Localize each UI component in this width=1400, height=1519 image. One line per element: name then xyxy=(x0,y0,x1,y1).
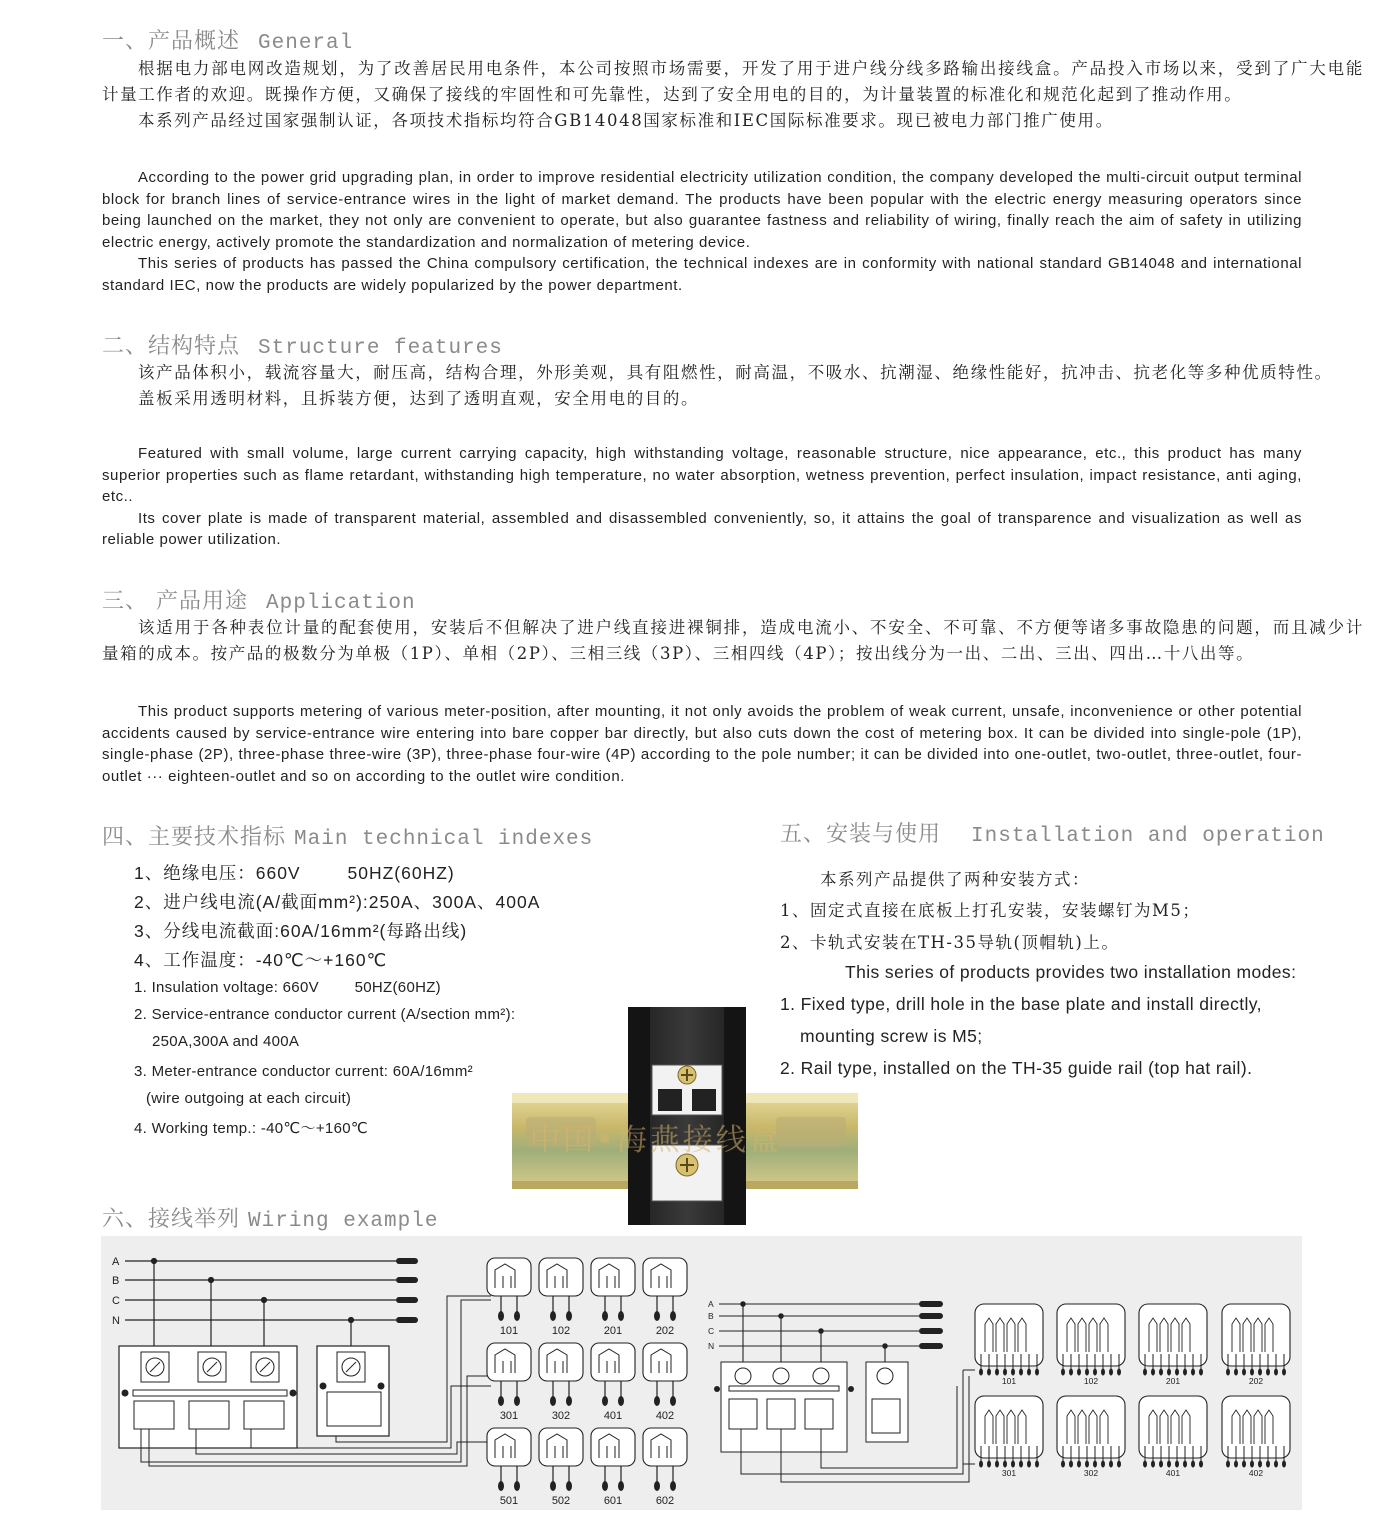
product-watermark: 中国•海燕接线盒 xyxy=(530,1123,782,1158)
tech-en-item-2b: 250A,300A and 400A xyxy=(152,1033,300,1050)
tech-cn-item-1: 1、绝缘电压：660V 50HZ(60HZ) xyxy=(134,863,455,883)
general-en-p2: This series of products has passed the China compulsory certification, the technical indexes are in conformity with national standard GB14048 and international standard IEC, now the products are widely popularized by the power department. xyxy=(102,255,1302,294)
heading-wiring xyxy=(102,1202,438,1233)
heading-general-cn: 一、产品概述 xyxy=(102,29,241,54)
meter-label: 301 xyxy=(1001,1468,1017,1478)
heading-application-en: Application xyxy=(266,592,416,615)
meter-label: 502 xyxy=(551,1495,571,1507)
meter-601 xyxy=(591,1428,635,1507)
bus-label-c: C xyxy=(112,1295,120,1307)
install-cn-item-2: 2、卡轨式安装在TH-35导轨(顶帽轨)上。 xyxy=(780,933,1120,952)
heading-structure-cn: 二、结构特点 xyxy=(102,334,241,359)
meter-502 xyxy=(539,1428,583,1507)
meters-right xyxy=(975,1304,1290,1478)
tech-en-item-2: 2. Service-entrance conductor current (A/section mm²): xyxy=(134,1006,516,1023)
bus-label-a: A xyxy=(112,1256,120,1268)
meter-label: 301 xyxy=(499,1410,519,1422)
tech-en-item-4: 4. Working temp.: -40℃～+160℃ xyxy=(134,1120,368,1137)
meter-r-401 xyxy=(1139,1396,1207,1478)
tech-en-item-3: 3. Meter-entrance conductor current: 60A/16mm² xyxy=(134,1063,473,1080)
meter-label: 201 xyxy=(1165,1376,1181,1386)
heading-structure-en: Structure features xyxy=(258,337,503,360)
meter-label: 602 xyxy=(655,1495,675,1507)
meter-101 xyxy=(487,1258,531,1337)
general-cn-p2: 本系列产品经过国家强制认证，各项技术指标均符合GB14048国家标准和IEC国际标准要求。现已被电力部门推广使用。 xyxy=(138,111,1114,130)
meter-label: 402 xyxy=(655,1410,675,1422)
meter-label: 202 xyxy=(1248,1376,1264,1386)
general-en-p1: According to the power grid upgrading plan, in order to improve residential electricity utilization condition, the company developed the multi-circuit output terminal block for branch lines of service-entrance wires in the light of market demand. The products have been popular with the electric energy measuring operators since being launched on the market, they not only are convenient to operate, but also guarantee fastness and reliability of wiring, finally reach the aim of safety in utilizing electric energy, actively promote the standardization and normalization of metering device. xyxy=(102,169,1302,251)
install-en-item-2: 2. Rail type, installed on the TH-35 guide rail (top hat rail). xyxy=(780,1058,1253,1078)
bus-label-n: N xyxy=(112,1315,120,1327)
meter-label: 601 xyxy=(603,1495,623,1507)
meter-label: 102 xyxy=(551,1325,571,1337)
tech-cn-item-4: 4、工作温度：-40℃～+160℃ xyxy=(134,950,388,970)
meter-label: 302 xyxy=(551,1410,571,1422)
meter-102 xyxy=(539,1258,583,1337)
general-cn-p1: 根据电力部电网改造规划，为了改善居民用电条件，本公司按照市场需要，开发了用于进户线分线多路输出接线盒。产品投入市场以来，受到了广大电能计量工作者的欢迎。既操作方便，又确保了接线的牢固性和可先靠性，达到了安全用电的目的，为计量装置的标准化和规范化起到了推动作用。 xyxy=(102,59,1364,104)
application-en-p1: This product supports metering of various meter-position, after mounting, it not only avoids the problem of weak current, unsafe, inconvenience or other potential accidents caused by service-entrance wire entering into bare copper bar directly, but also cuts down the cost of metering box. It can be divided into single-pole (1P), single-phase (2P), three-phase three-wire (3P), three-phase four-wire (4P) according to the pole number; it can be divided into one-outlet, two-outlet, three-outlet, four-outlet ··· eighteen-outlet and so on according to the outlet wire condition. xyxy=(102,703,1302,785)
heading-installation-cn: 五、安装与使用 xyxy=(780,822,942,847)
heading-general-en: General xyxy=(258,32,354,55)
meter-301 xyxy=(487,1343,531,1422)
tech-en-item-3b: (wire outgoing at each circuit) xyxy=(146,1090,352,1107)
application-body xyxy=(102,615,1364,667)
heading-installation xyxy=(780,817,1325,848)
meter-label: 402 xyxy=(1248,1468,1264,1478)
install-cn-intro: 本系列产品提供了两种安装方式： xyxy=(820,870,1090,889)
meter-r-201 xyxy=(1139,1304,1207,1386)
meter-602 xyxy=(643,1428,687,1507)
meter-r-301 xyxy=(975,1396,1043,1478)
bus-label-n-right: N xyxy=(708,1341,715,1351)
structure-body-en xyxy=(102,443,1302,551)
meters-left xyxy=(487,1258,687,1507)
meter-label: 101 xyxy=(499,1325,519,1337)
meter-r-101 xyxy=(975,1304,1043,1386)
heading-technical-cn: 四、主要技术指标 xyxy=(102,825,287,850)
meter-401 xyxy=(591,1343,635,1422)
heading-wiring-en: Wiring example xyxy=(248,1210,439,1233)
heading-application-cn: 三、 产品用途 xyxy=(102,589,248,614)
application-body-en xyxy=(102,701,1302,787)
heading-technical xyxy=(102,820,593,851)
meter-201 xyxy=(591,1258,635,1337)
heading-application xyxy=(102,584,416,615)
meter-label: 401 xyxy=(603,1410,623,1422)
structure-en-p2: Its cover plate is made of transparent material, assembled and disassembled conveniently, so, it attains the goal of transparence and visualization as well as reliable power utilization. xyxy=(102,509,1302,549)
meter-label: 201 xyxy=(603,1325,623,1337)
meter-r-302 xyxy=(1057,1396,1125,1478)
structure-cn-p1: 该产品体积小，载流容量大，耐压高，结构合理，外形美观，具有阻燃性，耐高温，不吸水、抗潮湿、绝缘性能好，抗冲击、抗老化等多种优质特性。 xyxy=(138,363,1333,382)
heading-technical-en: Main technical indexes xyxy=(294,828,594,851)
meter-label: 401 xyxy=(1165,1468,1181,1478)
meter-label: 202 xyxy=(655,1325,675,1337)
meter-202 xyxy=(643,1258,687,1337)
meter-402 xyxy=(643,1343,687,1422)
general-body-en xyxy=(102,167,1302,297)
heading-installation-en: Installation and operation xyxy=(971,825,1325,848)
tech-en-item-1: 1. Insulation voltage: 660V 50HZ(60HZ) xyxy=(134,979,441,996)
meter-r-402 xyxy=(1222,1396,1290,1478)
bus-label-b-right: B xyxy=(708,1311,714,1321)
heading-general xyxy=(102,24,353,55)
meter-label: 501 xyxy=(499,1495,519,1507)
bus-label-b: B xyxy=(112,1275,120,1287)
bus-label-a-right: A xyxy=(708,1299,714,1309)
meter-r-102 xyxy=(1057,1304,1125,1386)
heading-wiring-cn: 六、接线举列 xyxy=(102,1207,241,1232)
wiring-diagram xyxy=(101,1236,1302,1510)
structure-body xyxy=(102,360,1364,412)
tech-cn-item-2: 2、进户线电流(A/截面mm²):250A、300A、400A xyxy=(134,892,541,912)
install-en-item-1: 1. Fixed type, drill hole in the base plate and install directly, xyxy=(780,994,1262,1014)
meter-501 xyxy=(487,1428,531,1507)
tech-cn-item-3: 3、分线电流截面:60A/16mm²(每路出线) xyxy=(134,921,468,941)
install-en-item-1b: mounting screw is M5; xyxy=(800,1026,983,1046)
meter-302 xyxy=(539,1343,583,1422)
meter-label: 302 xyxy=(1083,1468,1099,1478)
structure-cn-p2: 盖板采用透明材料，且拆装方便，达到了透明直观，安全用电的目的。 xyxy=(138,389,700,408)
install-en-intro: This series of products provides two installation modes: xyxy=(845,962,1297,982)
meter-label: 102 xyxy=(1083,1376,1099,1386)
structure-en-p1: Featured with small volume, large current carrying capacity, high withstanding voltage, reasonable structure, nice appearance, etc., this product has many superior properties such as flame retardant, withstanding high temperature, no water absorption, wetness prevention, perfect insulation, impact resistance, anti aging, etc.. xyxy=(102,445,1302,506)
meter-label: 101 xyxy=(1001,1376,1017,1386)
wiring-svg xyxy=(101,1236,1302,1510)
meter-r-202 xyxy=(1222,1304,1290,1386)
general-body xyxy=(102,56,1364,134)
heading-structure xyxy=(102,329,503,360)
application-cn-p1: 该适用于各种表位计量的配套使用，安装后不但解决了进户线直接进裸铜排，造成电流小、不安全、不可靠、不方便等诸多事故隐患的问题，而且减少计量箱的成本。按产品的极数分为单极（1P）、单相（2P）、三相三线（3P）、三相四线（4P）；按出线分为一出、二出、三出、四出…十八出等。 xyxy=(102,618,1364,663)
bus-label-c-right: C xyxy=(708,1326,715,1336)
install-cn-item-1: 1、固定式直接在底板上打孔安装，安装螺钉为M5； xyxy=(780,901,1201,920)
